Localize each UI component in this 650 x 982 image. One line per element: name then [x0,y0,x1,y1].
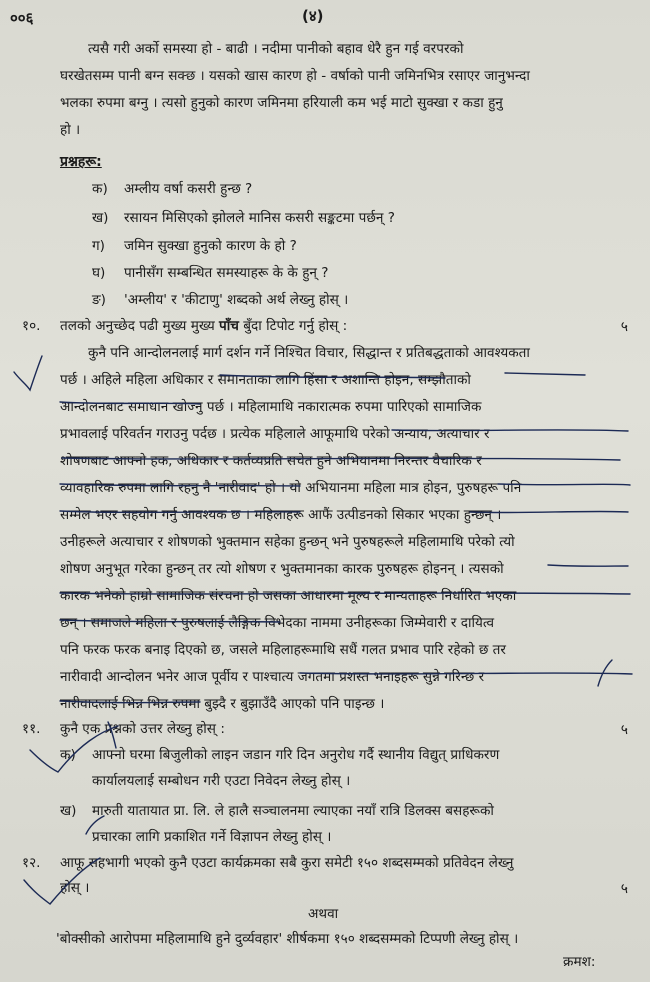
underline [60,402,200,404]
text-line: त्यसै गरी अर्को समस्या हो - बाढी । नदीमा पानीको बहाव धेरै हुन गई वरपरको [88,41,464,57]
or-label: अथवा [308,906,339,922]
option-line: आफ्नो घरमा बिजुलीको लाइन जडान गरि दिन अनुरोध गर्दै स्थानीय विद्युत् प्राधिकरण [92,747,500,763]
underline [60,593,630,594]
tick-mark [24,858,100,904]
underline [470,511,628,512]
underline [548,565,628,566]
text-line: भलका रुपमा बग्नु । त्यसो हुनुको कारण जमिनमा हरियाली कम भई माटो सुक्खा र कडा हुनु [60,95,503,111]
passage-line: कुनै पनि आन्दोलनलाई मार्ग दर्शन गर्ने निश्चित विचार, सिद्धान्त र प्रतिबद्धताको आवश्यकता [88,345,530,361]
pen-stroke [86,816,104,834]
continued-label: क्रमश: [563,954,596,970]
option-line: प्रचारका लागि प्रकाशित गर्ने विज्ञापन लेख्नु होस् । [92,829,332,845]
question-12-line: होस् । [60,880,90,896]
question-text: 'अम्लीय' र 'कीटाणु' शब्दको अर्थ लेख्नु होस् । [124,292,349,308]
underline [60,620,280,622]
option-number: क) [60,747,76,763]
question-text: रसायन मिसिएको झोलले मानिस कसरी सङ्कटमा पर्छन् ? [124,210,395,226]
passage-line: शोषणबाट आफ्नो हक, अधिकार र कर्तव्यप्रति सचेत हुने अभियानमा निरन्तर वैचारिक र [60,453,482,469]
passage-line: पर्छ । अहिले महिला अधिकार र समानताका लागि हिंसा र अशान्ति होइन, सम्झौताको [60,372,471,388]
question-number: ग) [92,238,105,254]
text-line: घरखेतसम्म पानी बग्न सक्छ । यसको खास कारण हो - वर्षाको पानी जमिनभित्र रसाएर जानुभन्दा [60,68,530,84]
tick-mark [30,726,118,772]
passage-line: कारक भनेको हाम्रो सामाजिक संरचना हो जसका आधारमा मूल्य र मान्यताहरू निर्धारित भएका [60,588,517,604]
question-number: ख) [92,210,109,226]
passage-line: नारीवादलाई भिन्न भिन्न रुपमा बुझ्दै र बुझाउँदै आएको पनि पाइन्छ । [60,696,385,712]
underline [60,511,300,512]
underline [392,430,628,431]
passage-line: आन्दोलनबाट समाधान खोज्नु पर्छ । महिलामाथि नकारात्मक रुपमा पारिएको सामाजिक [60,399,482,415]
question-text: जमिन सुक्खा हुनुको कारण के हो ? [124,238,297,254]
passage-line: व्यावहारिक रुपमा लागि रहनु नै 'नारीवाद' हो । यो अभियानमा महिला मात्र होइन, पुरुषहरू पनि [60,480,522,496]
underline [60,701,200,703]
passage-line: पनि फरक फरक बनाइ दिएको छ, जसले महिलाहरूमाथि सधैं गलत प्रभाव पारि रहेको छ तर [60,642,506,658]
page-number: (४) [302,7,324,25]
marks: ५ [620,319,628,335]
passage-line: प्रभावलाई परिवर्तन गराउनु पर्दछ । प्रत्येक महिलाले आफूमाथि परेको अन्याय, अत्याचार र [60,426,490,442]
question-text: अम्लीय वर्षा कसरी हुन्छ ? [124,181,253,197]
underline [60,484,300,486]
question-number: ङ) [92,292,106,308]
pen-stroke [108,722,116,748]
prompt-emphasis: पाँच [219,318,239,334]
tick-mark [14,356,42,390]
passage-line: नारीवादी आन्दोलन भनेर आज पूर्वीय र पाश्चात्य जगतमा प्रशस्त भनाइहरू सुन्ने गरिन्छ र [60,669,485,685]
question-12-number: १२. [22,855,41,871]
prompt-text: बुँदा टिपोट गर्नु होस् : [243,318,348,334]
marks: ५ [620,722,628,738]
option-line: मारुती यातायात प्रा. लि. ले हालै सञ्चालनमा ल्याएका नयाँ रात्रि डिलक्स बसहरूको [92,803,494,819]
underline [498,484,630,485]
underline [505,373,585,375]
question-10-number: १०. [22,318,41,334]
question-11-number: ११. [22,721,41,737]
passage-line: सम्मेल भएर सहयोग गर्नु आवश्यक छ । महिलाहरू आफैं उत्पीडनको सिकार भएका हुन्छन् । [60,507,502,523]
question-11-prompt: कुनै एक प्रश्नको उत्तर लेख्नु होस् : [60,721,225,737]
option-line: कार्यालयलाई सम्बोधन गरी एउटा निवेदन लेख्नु होस् । [92,773,351,789]
prompt-text: तलको अनुच्छेद पढी मुख्य मुख्य [60,318,215,334]
marks: ५ [620,881,628,897]
passage-line: छन् । समाजले महिला र पुरुषलाई लैङ्गिक विभेदका नाममा उनीहरूका जिम्मेवारी र दायित्व [60,615,495,631]
question-12-line: आफू सहभागी भएको कुनै एउटा कार्यक्रमका सबै कुरा समेटी १५० शब्दसम्मको प्रतिवेदन लेख्नु [60,855,514,871]
underline [220,375,445,378]
alternative-question: 'बोक्सीको आरोपमा महिलामाथि हुने दुर्व्यवहार' शीर्षकमा १५० शब्दसम्मको टिप्पणी लेख्नु होस् । [56,931,519,947]
question-text: पानीसँग सम्बन्धित समस्याहरू के के हुन् ? [124,265,329,281]
underline [62,458,620,460]
text-line: हो । [60,122,81,138]
passage-line: शोषण अनुभूत गरेका हुन्छन् तर त्यो शोषण र भुक्तमानका कारक पुरुषहरू होइनन् । त्यसको [60,561,504,577]
passage-line: उनीहरूले अत्याचार र शोषणको भुक्तमान सहेका हुन्छन् भने पुरुषहरूले महिलामाथि परेको त्यो [60,534,515,550]
option-number: ख) [60,803,77,819]
page-code: ००६ [10,9,34,27]
questions-heading: प्रश्नहरू: [60,154,102,170]
question-number: घ) [92,265,106,281]
underline [300,673,632,674]
question-number: क) [92,181,108,197]
